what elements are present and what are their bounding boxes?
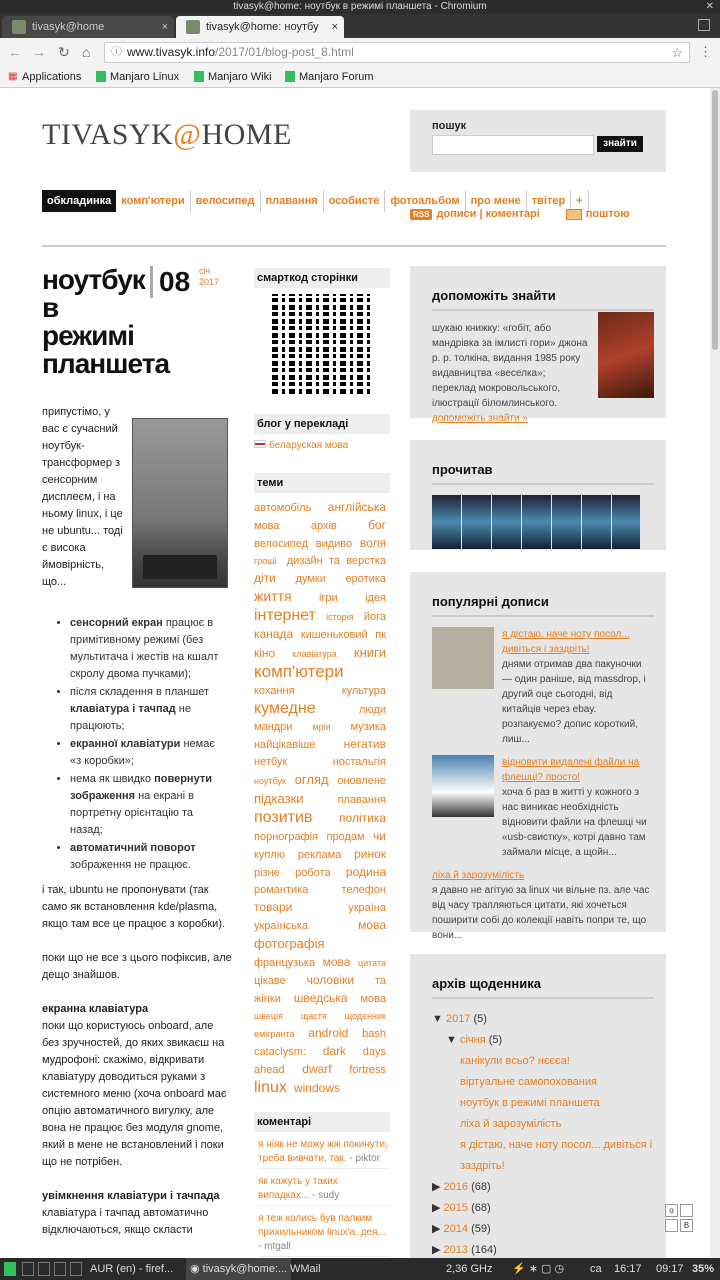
tag-link[interactable]: англійська [327, 500, 386, 514]
tag-link[interactable]: позитив [254, 809, 313, 826]
tag-link[interactable]: нетбук [254, 756, 288, 768]
info-icon[interactable]: ⓘ [111, 46, 122, 58]
favicon-icon [186, 20, 200, 34]
book-cover[interactable] [492, 495, 521, 549]
archive-widget [410, 954, 666, 1258]
workspace-1[interactable] [22, 1262, 34, 1276]
task-wmail[interactable]: WMail [290, 1263, 321, 1275]
section-heading: увімкнення клавіатури і тачпада [42, 1190, 220, 1202]
nav-twitter[interactable]: твітер [527, 190, 571, 212]
tab-current[interactable]: tivasyk@home: ноутбу × [176, 16, 344, 38]
tag-link[interactable]: дизайн та верстка [286, 555, 386, 567]
tag-link[interactable]: ноутбук [254, 776, 286, 786]
post-date: 08 січ 2017 [150, 266, 190, 298]
manjaro-icon [194, 71, 204, 82]
bookmarks-bar [0, 66, 720, 88]
blog-post [42, 266, 232, 1239]
tag-link[interactable]: політика [339, 811, 386, 825]
tag-link[interactable]: чоловіки [306, 973, 355, 987]
nav-personal[interactable]: особисте [324, 190, 386, 212]
feed-comments-link[interactable]: коментарі [485, 208, 540, 220]
back-icon[interactable]: ← [8, 44, 22, 60]
tag-link[interactable]: воля [359, 536, 387, 550]
tag-link[interactable]: найцікавіше [254, 739, 316, 751]
translate-link[interactable]: беларуская мова [254, 440, 390, 451]
tag-link[interactable]: щастя [300, 1011, 327, 1021]
search-label: пошук [432, 120, 467, 132]
tag-link[interactable]: родина [345, 865, 387, 879]
system-taskbar [0, 1258, 720, 1280]
close-icon[interactable]: ✕ [705, 1, 714, 12]
tag-link[interactable]: швеція [254, 1011, 283, 1021]
popular-link[interactable]: ліха й зарозумілість [432, 870, 525, 881]
list-item: • нема як швидко повернути зображення на екрані в портретну орієнтацію та назад; [70, 771, 228, 839]
tag-link[interactable]: видиво [315, 538, 353, 550]
bookmark-manjaro-forum[interactable]: Manjaro Forum [285, 66, 374, 88]
tag-link[interactable]: порнографія [254, 831, 319, 843]
tag-link[interactable]: bash [362, 1028, 386, 1040]
issue-list [70, 615, 228, 874]
tag-link[interactable]: продам [326, 831, 365, 843]
tag-link[interactable]: йога [363, 611, 386, 623]
battery-level: 35% [692, 1263, 715, 1275]
tag-link[interactable]: мова [358, 918, 386, 932]
post-paragraph: клавіатура і тачпад автоматично відключаються, якщо скласти [42, 1207, 209, 1236]
nav-computers[interactable]: комп'ютери [116, 190, 190, 212]
tag-link[interactable]: ностальгія [332, 756, 386, 768]
list-item: • екранної клавіатури немає «з коробки»; [70, 736, 228, 770]
pager-cell[interactable] [665, 1219, 678, 1232]
nav-photos[interactable]: фотоальбом [385, 190, 465, 212]
post-paragraph: поки що не все з цього пофіксив, але дещо знайшов. [42, 952, 232, 981]
popular-item: я дістаю, наче ноту посол... дивіться і заздріть! днями отримав два пакуночки — один раніше, від massdrop, і другий оце сьогодні, від китайців через ebay. розпакуємо? допис короткий, лиш... [432, 627, 654, 747]
forward-icon[interactable]: → [32, 44, 46, 60]
nav-home[interactable]: обкладинка [42, 190, 116, 212]
book-cover[interactable] [552, 495, 581, 549]
workspace-4[interactable] [70, 1262, 82, 1276]
page-content [0, 88, 710, 1258]
tag-link[interactable]: куплю [254, 849, 286, 861]
home-icon[interactable]: ⌂ [82, 44, 91, 60]
post-thumbnail[interactable] [432, 755, 494, 817]
post-thumbnail[interactable] [432, 627, 494, 689]
tag-link[interactable]: діти [254, 571, 276, 585]
help-text: шукаю книжку: «гобіт, або мандрівка за імлисті гори» джона р. р. толкіна, видання 1985 року видавництва «веселка»; переклад мокровольського, ілюстрації біломлинського. допоможіть знайти » [432, 323, 588, 424]
archive-post[interactable]: ліха й зарозумілість [460, 1118, 562, 1130]
tag-link[interactable]: плавання [337, 794, 386, 806]
tag-link[interactable]: товари [254, 900, 293, 914]
clock-utc: 09:17 [656, 1263, 684, 1275]
tag-link[interactable]: dwarf [302, 1062, 332, 1076]
nav-swimming[interactable]: плавання [261, 190, 324, 212]
tag-link[interactable]: кохання [254, 685, 295, 697]
section-heading: екранна клавіатура [42, 1003, 149, 1015]
tag-cloud [254, 499, 390, 1098]
tag-link[interactable]: огляд [294, 772, 329, 787]
search-widget [410, 110, 666, 172]
manjaro-icon [96, 71, 106, 82]
list-item: • сенсорний екран працює в примітивному режимі (без мультитача і жестів на кшалт скролу двома пучками); [70, 615, 228, 683]
help-link[interactable]: допоможіть знайти » [432, 413, 528, 424]
comment-item[interactable]: я ніяк не можу жж покинути, треба вивчати, так. - piktor [258, 1138, 390, 1169]
tag-link[interactable]: щоденник [344, 1011, 386, 1021]
archive-year[interactable]: ▼ 2017 (5) [432, 1013, 487, 1025]
clock-local: 16:17 [614, 1263, 642, 1275]
help-find-widget [410, 266, 666, 424]
feed-posts-link[interactable]: дописи [436, 208, 477, 220]
close-tab-icon[interactable]: × [331, 21, 338, 33]
archive-year[interactable]: ▶ 2016 (68) [432, 1181, 491, 1193]
tag-link[interactable]: windows [293, 1081, 340, 1095]
flag-icon [254, 440, 266, 448]
tag-link[interactable]: гроші [254, 556, 277, 566]
widget-title: допоможіть знайти [432, 276, 654, 311]
archive-post[interactable]: я дістаю, наче ноту посол... дивіться і заздріть! [460, 1139, 653, 1172]
tag-link[interactable]: думки [295, 573, 326, 585]
tag-link[interactable]: dark [322, 1044, 347, 1058]
bookmark-manjaro-linux[interactable]: Manjaro Linux [96, 66, 179, 88]
tag-link[interactable]: інтернет [254, 607, 316, 624]
workspace-2[interactable] [38, 1262, 50, 1276]
tag-link[interactable]: архів [310, 520, 337, 532]
tag-link[interactable]: мова [322, 955, 351, 969]
archive-year[interactable]: ▶ 2013 (164) [432, 1244, 497, 1256]
tag-link[interactable]: еротика [345, 573, 387, 585]
tag-link[interactable]: кіно [254, 646, 276, 660]
qr-heading: смарткод сторінки [254, 268, 390, 288]
list-item: • автоматичний поворот зображення не працює. [70, 840, 228, 874]
tag-link[interactable]: романтика [254, 884, 309, 896]
tag-link[interactable]: ігри [318, 592, 338, 604]
tag-link[interactable]: мрія [312, 722, 331, 732]
book-cover-image[interactable] [598, 312, 654, 398]
comment-item[interactable]: я теж колись був палким прихильником linux'а. дея... - mtgall [258, 1212, 390, 1257]
tag-link[interactable]: комп'ютери [254, 662, 344, 681]
tab-home[interactable]: tivasyk@home × [2, 16, 174, 38]
chromium-icon: ◉ [190, 1263, 203, 1275]
tag-link[interactable]: емігранта [254, 1029, 295, 1039]
popular-posts-widget [410, 572, 666, 941]
address-bar[interactable]: ⓘ www.tivasyk.info/2017/01/blog-post_8.html ☆ [104, 42, 690, 63]
list-item: • після складення в планшет клавіатура і тачпад не працюють; [70, 684, 228, 735]
apps-grid-icon: ▦ [8, 71, 18, 82]
tag-link[interactable]: культура [341, 685, 386, 697]
tag-link[interactable]: україна [348, 902, 386, 914]
tag-link[interactable]: ринок [354, 847, 387, 861]
tag-link[interactable]: реклама [297, 849, 342, 861]
manjaro-menu-icon[interactable] [4, 1262, 16, 1276]
nav-more[interactable]: + [571, 190, 588, 212]
tag-link[interactable]: автомобіль [254, 502, 312, 514]
tag-link[interactable]: підказки [254, 791, 304, 806]
read-widget [410, 440, 666, 550]
tag-link[interactable]: бог [368, 518, 386, 532]
tag-link[interactable]: мандри [254, 721, 293, 733]
archive-post[interactable]: ноутбук в режимі планшета [460, 1097, 600, 1109]
tag-link[interactable]: пк [375, 629, 387, 641]
tag-link[interactable]: цитата [357, 958, 386, 968]
tag-link[interactable]: цікаве [254, 975, 286, 987]
book-cover[interactable] [612, 495, 641, 549]
tag-link[interactable]: мова [254, 520, 280, 532]
window-button[interactable] [698, 19, 710, 31]
comment-item[interactable]: як кажуть у таких випадках... - sudy [258, 1175, 390, 1206]
tags-heading: теми [254, 473, 390, 493]
book-cover[interactable] [432, 495, 461, 549]
tag-link[interactable]: канада [254, 627, 294, 641]
feeds-nav: RSS дописи | коментарі поштою [410, 208, 630, 220]
book-cover[interactable] [462, 495, 491, 549]
tag-link[interactable]: різне [254, 867, 280, 879]
tag-link[interactable]: українська [254, 920, 309, 932]
pager-cell[interactable] [680, 1204, 693, 1217]
tag-link[interactable]: французька [254, 957, 316, 969]
qr-code [272, 294, 372, 394]
tag-link[interactable]: cataclysm: [254, 1046, 306, 1058]
book-cover[interactable] [522, 495, 551, 549]
tag-link[interactable]: ahead [254, 1064, 285, 1076]
tag-link[interactable]: клавіатура [292, 649, 337, 659]
archive-tree [432, 1009, 654, 1258]
task-chromium[interactable]: ◉ tivasyk@home:... [186, 1258, 291, 1280]
tag-link[interactable]: мова [360, 993, 386, 1005]
post-paragraph: поки що користуюсь onboard, але без зручностей, до яких звикаєш на мудрофоні: скажімо, відкривати клавіатуру доводиться руками з системного меню (хоча onboard має опцію автоматичного вигулку, але вона не працює без модуля gnome, який в мене не встановлений і поки що не потрібен. [42, 1020, 227, 1168]
middle-sidebar [254, 268, 390, 1258]
post-title: ноутбук в режимі планшета [42, 264, 170, 379]
task-firefox[interactable]: AUR (en) - firef... [90, 1263, 174, 1275]
page-scrollbar[interactable] [710, 88, 720, 1258]
reload-icon[interactable]: ↻ [58, 44, 70, 60]
menu-icon[interactable]: ⋮ [699, 44, 712, 59]
tag-link[interactable]: велосипед [254, 538, 309, 550]
tag-link[interactable]: жінки [254, 993, 281, 1005]
tag-link[interactable]: та [374, 975, 386, 987]
tag-link[interactable]: ідея [365, 592, 386, 604]
pager-cell[interactable]: B [680, 1219, 693, 1232]
bookmark-star-icon[interactable]: ☆ [671, 45, 683, 60]
tag-link[interactable]: телефон [341, 884, 386, 896]
rss-icon: RSS [410, 209, 432, 220]
tag-link[interactable]: days [362, 1046, 386, 1058]
workspace-pager [665, 1204, 695, 1234]
keyboard-image [143, 555, 217, 579]
tag-link[interactable]: історія [326, 612, 354, 622]
search-button[interactable]: знайти [597, 136, 643, 152]
mail-link[interactable]: поштою [585, 208, 630, 220]
book-cover[interactable] [582, 495, 611, 549]
post-photo[interactable] [132, 418, 228, 588]
tag-link[interactable]: робота [295, 867, 331, 879]
keyboard-layout[interactable]: ca [590, 1263, 602, 1275]
popular-item: відновити видалені файли на флешці? просто! хоча б раз в житті у кожного з нас виникає необхідність відновити файли на флешці чи «usb-свистку», котрі давно там займали місце, а щойн... [432, 755, 654, 860]
tab-strip [0, 14, 720, 38]
workspace-3[interactable] [54, 1262, 66, 1276]
browser-toolbar [0, 38, 720, 66]
close-tab-icon[interactable]: × [161, 21, 168, 33]
pager-cell[interactable]: o [665, 1204, 678, 1217]
widget-title: прочитав [432, 450, 654, 485]
tag-link[interactable]: fortress [349, 1064, 386, 1076]
popular-item: ліха й зарозумілість я давно не агітую за linux чи вільне пз. але час від часу трапляються цитати, які хочеться поширити собі до колекції навіть попри те, що вони... [432, 870, 650, 941]
cpu-frequency: 2,36 GHz [446, 1263, 493, 1275]
archive-post[interactable]: віртуальне самопохования [460, 1076, 597, 1088]
tag-link[interactable]: оновлене [337, 775, 387, 787]
tag-link[interactable]: негатив [343, 737, 386, 751]
tag-link[interactable]: android [308, 1026, 349, 1040]
tag-link[interactable]: люди [359, 704, 386, 716]
tag-link[interactable]: музика [350, 721, 386, 733]
site-logo[interactable]: TIVASYK@HOME [42, 118, 292, 151]
archive-post[interactable]: канікули всьо? нєєєа! [460, 1055, 570, 1067]
archive-year[interactable]: ▶ 2014 (59) [432, 1223, 491, 1235]
favicon-icon [12, 20, 26, 34]
tag-link[interactable]: кумедне [254, 700, 316, 717]
comments-heading: коментарі [254, 1112, 390, 1132]
archive-year[interactable]: ▶ 2015 (68) [432, 1202, 491, 1214]
tag-link[interactable]: чи [373, 829, 386, 843]
translate-heading: блог у перекладі [254, 414, 390, 434]
tray-icons[interactable]: ⚡ ∗ ▢ ◷ [512, 1263, 565, 1275]
scroll-thumb[interactable] [712, 90, 718, 350]
tag-link[interactable]: шведська [293, 991, 348, 1005]
window-titlebar: tivasyk@home: ноутбук в режимі планшета - Chromium ✕ [0, 0, 720, 14]
widget-title: популярні дописи [432, 582, 654, 617]
popular-link[interactable]: відновити видалені файли на флешці? просто! [502, 757, 640, 783]
right-sidebar [410, 266, 666, 1258]
search-input[interactable] [432, 135, 594, 155]
post-intro: припустімо, у вас є сучасний ноутбук-трансформер з сенсорним дисплеєм, і на ньому linux, і це не ubuntu... тоді є висока ймовірність, що... [42, 406, 123, 588]
tag-link[interactable]: книги [353, 645, 387, 660]
mail-icon [566, 209, 582, 220]
book-covers [432, 495, 654, 549]
nav-bicycle[interactable]: велосипед [191, 190, 261, 212]
tag-link[interactable]: фотографія [254, 936, 325, 951]
nav-about[interactable]: про мене [466, 190, 527, 212]
bookmark-applications[interactable]: ▦ Applications [8, 66, 81, 88]
bookmark-manjaro-wiki[interactable]: Manjaro Wiki [194, 66, 272, 88]
comments-list [254, 1138, 390, 1257]
tag-link[interactable]: кишеньковий [300, 629, 368, 641]
archive-month[interactable]: ▼ січня (5) [446, 1034, 503, 1046]
tag-link[interactable]: життя [254, 588, 292, 604]
divider [42, 245, 666, 247]
widget-title: архів щоденника [432, 964, 654, 999]
popular-link[interactable]: я дістаю, наче ноту посол... дивіться і заздріть! [502, 629, 630, 655]
manjaro-icon [285, 71, 295, 82]
tag-link[interactable]: linux [254, 1079, 287, 1096]
post-paragraph: і так, ubuntu не пропонувати (так само як встановлення kde/plasma, якщо там все це працює з коробки). [42, 884, 226, 930]
